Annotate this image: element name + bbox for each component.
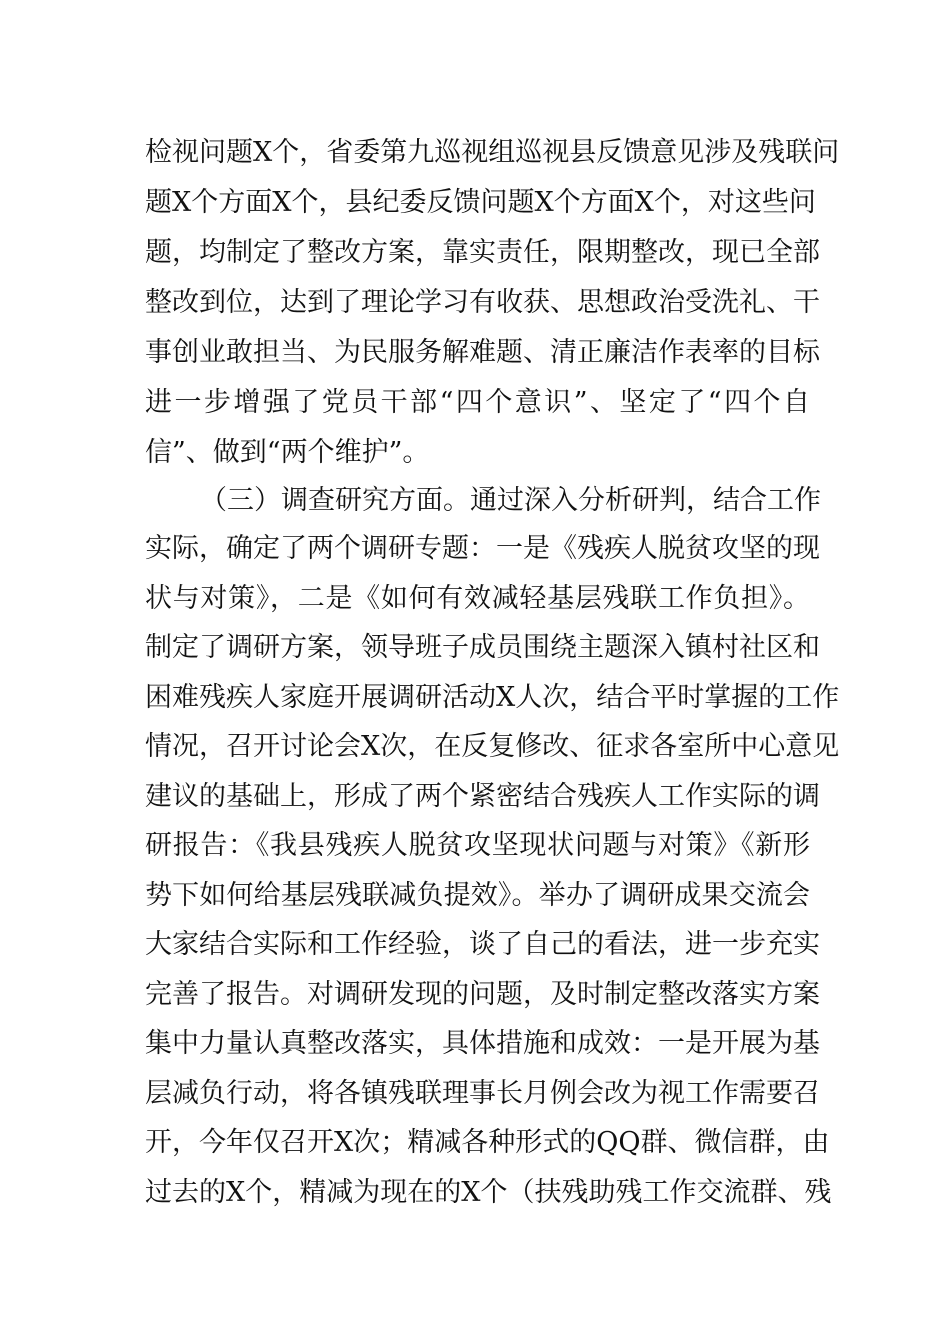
- text-line: 势下如何给基层残联减负提效》。举办了调研成果交流会: [145, 880, 810, 911]
- text-line: 完善了报告。对调研发现的问题，及时制定整改落实方案: [145, 979, 820, 1010]
- text-line: 研报告：《我县残疾人脱贫攻坚现状问题与对策》《新形: [145, 830, 810, 861]
- text-line: 事创业敢担当、为民服务解难题、清正廉洁作表率的目标: [145, 337, 820, 368]
- section-heading-line: （三）调查研究方面。通过深入分析研判，结合工作: [200, 485, 821, 516]
- text-line: 状与对策》，二是《如何有效减轻基层残联工作负担》。: [145, 583, 810, 614]
- text-line: 检视问题X个，省委第九巡视组巡视县反馈意见涉及残联问: [145, 137, 840, 168]
- text-line: 集中力量认真整改落实，具体措施和成效：一是开展为基: [145, 1028, 820, 1059]
- text-line: 层减负行动，将各镇残联理事长月例会改为视工作需要召: [145, 1078, 820, 1109]
- text-line: 建议的基础上，形成了两个紧密结合残疾人工作实际的调: [145, 781, 820, 812]
- text-line: 信”、做到“两个维护”。: [145, 437, 430, 468]
- text-line: 题X个方面X个，县纪委反馈问题X个方面X个，对这些问: [145, 187, 816, 218]
- text-line: 开，今年仅召开X次；精减各种形式的QQ群、微信群，由: [145, 1127, 830, 1158]
- text-line: 困难残疾人家庭开展调研活动X人次，结合平时掌握的工作: [145, 682, 840, 713]
- text-line: 大家结合实际和工作经验，谈了自己的看法，进一步充实: [145, 929, 820, 960]
- text-line: 整改到位，达到了理论学习有收获、思想政治受洗礼、干: [145, 287, 820, 318]
- text-line: 制定了调研方案，领导班子成员围绕主题深入镇村社区和: [145, 632, 820, 663]
- text-line: 实际，确定了两个调研专题：一是《残疾人脱贫攻坚的现: [145, 533, 820, 564]
- text-line: 进一步增强了党员干部“四个意识”、坚定了“四个自: [145, 387, 810, 418]
- text-line: 题，均制定了整改方案，靠实责任，限期整改，现已全部: [145, 237, 820, 268]
- text-line: 过去的X个，精减为现在的X个（扶残助残工作交流群、残: [145, 1177, 832, 1208]
- text-line: 情况，召开讨论会X次，在反复修改、征求各室所中心意见: [145, 731, 840, 762]
